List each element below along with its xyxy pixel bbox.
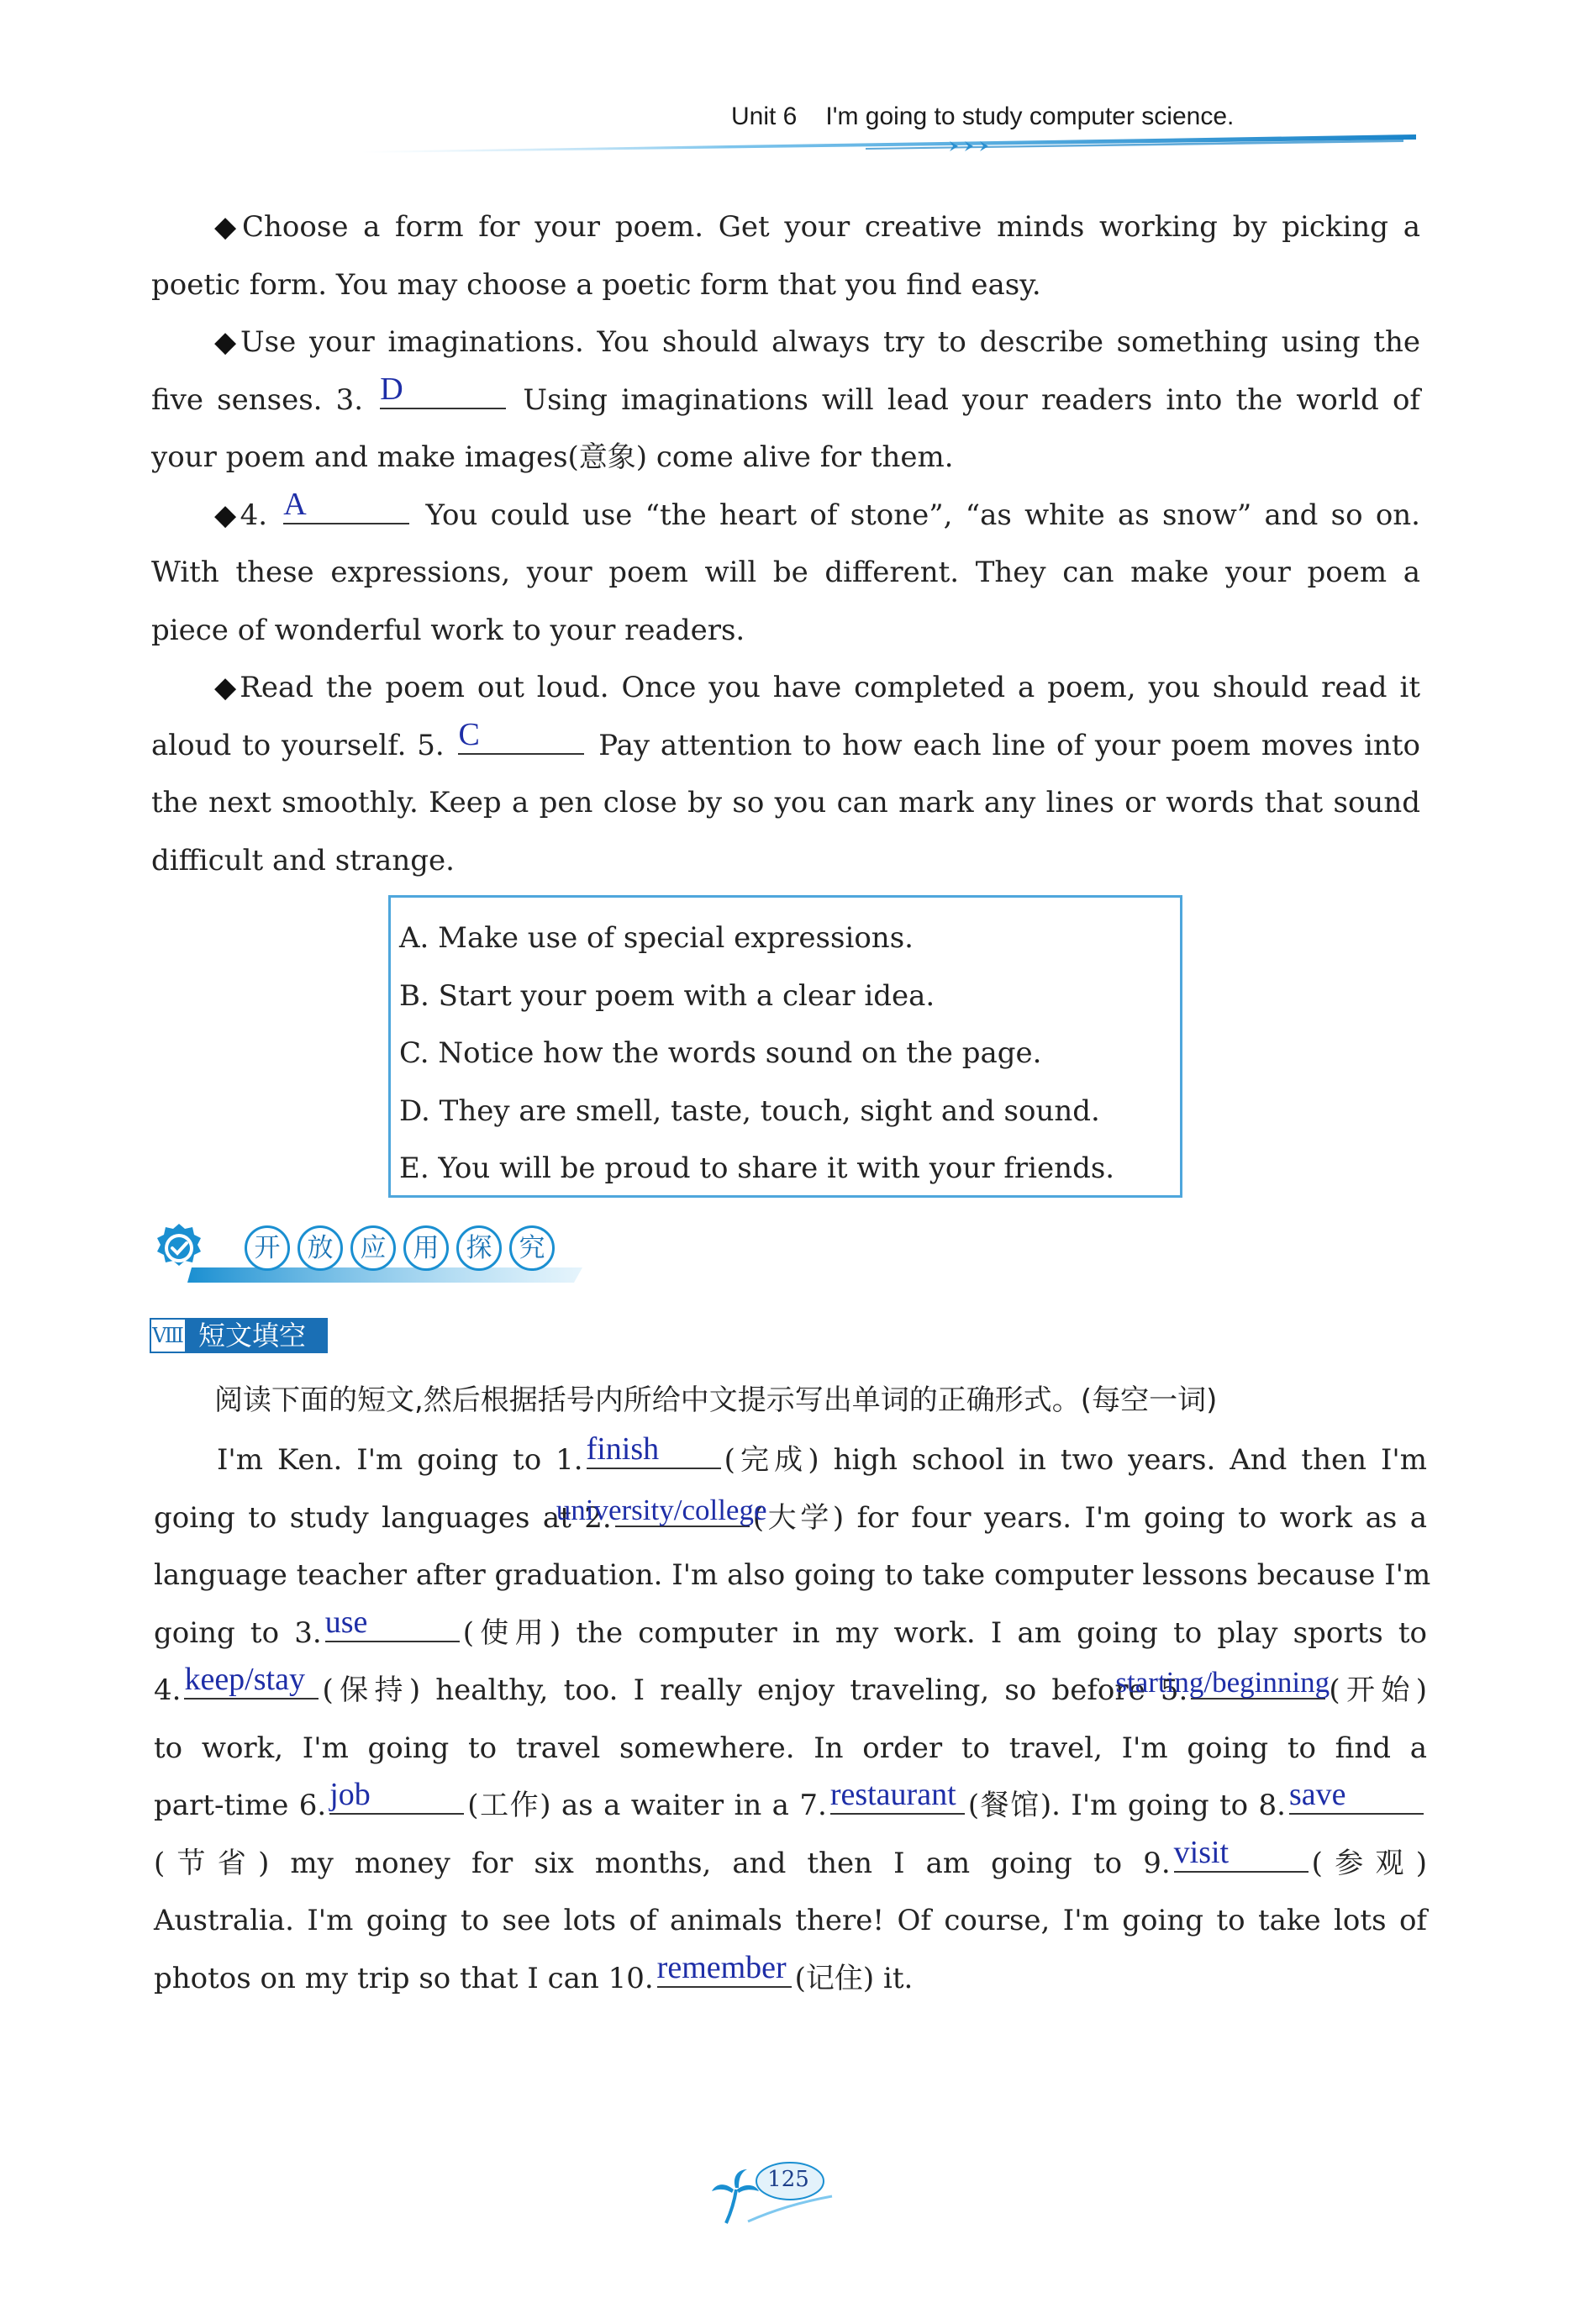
answer-3-cloze: use xyxy=(324,1604,368,1640)
blank-9[interactable] xyxy=(1173,1834,1309,1873)
paragraph-2-line-2: five senses. 3. D Using imaginations will lead your readers into the world of xyxy=(151,371,1421,417)
banner-char-1: 开 xyxy=(245,1225,290,1271)
cloze-instruction: 阅读下面的短文,然后根据括号内所给中文提示写出单词的正确形式。(每空一词) xyxy=(214,1383,1218,1417)
answer-1: finish xyxy=(586,1431,660,1467)
page-number-decoration xyxy=(710,2147,853,2248)
blank-2[interactable] xyxy=(556,1493,767,1527)
answer-4-cloze: keep/stay xyxy=(184,1662,305,1697)
unit-label: Unit 6 xyxy=(731,103,798,130)
blank-1[interactable] xyxy=(586,1431,721,1469)
cloze-line-9: Australia. I'm going to see lots of animals there! Of course, I'm going to take lots of xyxy=(154,1904,1427,1937)
check-badge-icon xyxy=(157,1224,201,1266)
paragraph-3-line-1: ◆4. A You could use “the heart of stone”, “as white as snow” and so on. xyxy=(214,486,1420,532)
blank-4-cloze[interactable] xyxy=(184,1662,319,1700)
diamond-bullet-icon: ◆ xyxy=(214,325,241,359)
banner-char-6: 究 xyxy=(509,1225,555,1271)
page-header-title xyxy=(731,103,1488,131)
cloze-line-5: 4. keep/stay (保持) healthy, too. I really enjoy traveling, so before 5. starting/beginning (开始) xyxy=(154,1662,1428,1707)
options-box xyxy=(388,895,1182,1198)
unit-title: I'm going to study computer science. xyxy=(825,103,1235,130)
blank-5-cloze[interactable] xyxy=(1115,1666,1330,1700)
paragraph-4-line-2: aloud to yourself. 5. C Pay attention to how each line of your poem moves into xyxy=(151,716,1421,762)
answer-4: A xyxy=(283,486,307,522)
cloze-passage xyxy=(154,1431,1431,2007)
answer-5-cloze: starting/beginning xyxy=(1115,1666,1330,1699)
diamond-bullet-icon: ◆ xyxy=(214,671,240,704)
paragraph-1-line-2: poetic form. You may choose a poetic form that you find easy. xyxy=(151,267,1041,302)
palm-tree-icon xyxy=(712,2169,759,2223)
banner-char-2: 放 xyxy=(298,1225,343,1271)
blank-3[interactable] xyxy=(380,371,506,409)
diamond-bullet-icon: ◆ xyxy=(214,498,240,532)
blank-4[interactable] xyxy=(283,486,409,524)
option-d: D. They are smell, taste, touch, sight and sound. xyxy=(399,1093,1100,1128)
answer-9: visit xyxy=(1173,1834,1230,1870)
banner-char-5: 探 xyxy=(456,1225,502,1271)
blank-5[interactable] xyxy=(458,716,584,755)
paragraph-2-line-3: your poem and make images(意象) come alive for them. xyxy=(151,440,954,474)
cloze-line-6: to work, I'm going to travel somewhere. In order to travel, I'm going to find a xyxy=(154,1731,1427,1765)
subsection-tag xyxy=(150,1318,328,1353)
paragraph-4-line-3: the next smoothly. Keep a pen close by so you can mark any lines or words that sound xyxy=(151,786,1420,819)
blank-8[interactable] xyxy=(1289,1777,1424,1815)
cloze-line-7: part-time 6. job (工作) as a waiter in a 7. restaurant (餐馆). I'm going to 8. save xyxy=(154,1777,1427,1835)
answer-8: save xyxy=(1289,1777,1346,1812)
subsection-number: Ⅷ xyxy=(150,1318,187,1353)
option-c: C. Notice how the words sound on the page. xyxy=(399,1036,1042,1070)
paragraph-4-line-4: difficult and strange. xyxy=(151,843,455,877)
subsection-label: 短文填空 xyxy=(187,1318,328,1353)
blank-10[interactable] xyxy=(656,1949,792,1988)
blank-7[interactable] xyxy=(829,1777,965,1815)
answer-7: restaurant xyxy=(829,1777,956,1812)
cloze-line-10: photos on my trip so that I can 10. remember (记住) it. xyxy=(154,1949,914,1995)
blank-6[interactable] xyxy=(329,1777,464,1815)
paragraph-2-line-1: ◆Use your imaginations. You should always try to describe something using the xyxy=(214,325,1420,359)
paragraph-4-line-1: ◆Read the poem out loud. Once you have completed a poem, you should read it xyxy=(214,671,1420,704)
cloze-line-2: going to study languages at 2. university/college (大学) for four years. I'm going to work as a xyxy=(154,1493,1427,1535)
paragraph-3-line-2: With these expressions, your poem will be different. They can make your poem a xyxy=(151,556,1420,589)
diamond-bullet-icon: ◆ xyxy=(214,210,243,244)
paragraph-1-line-1: ◆Choose a form for your poem. Get your creative minds working by picking a xyxy=(214,210,1420,244)
page-number: 125 xyxy=(767,2167,809,2192)
option-b: B. Start your poem with a clear idea. xyxy=(399,978,935,1013)
option-a: A. Make use of special expressions. xyxy=(399,921,914,955)
blank-3-cloze[interactable] xyxy=(324,1604,460,1642)
answer-3: D xyxy=(380,371,403,407)
cloze-line-8: (节省) my money for six months, and then I am going to 9. visit (参观) xyxy=(154,1834,1427,1880)
answer-5: C xyxy=(458,716,480,752)
banner-char-4: 用 xyxy=(403,1225,449,1271)
answer-6: job xyxy=(329,1777,371,1812)
cloze-line-1: I'm Ken. I'm going to 1. finish (完成) high school in two years. And then I'm xyxy=(217,1431,1427,1477)
paragraph-3-line-3: piece of wonderful work to your readers. xyxy=(151,613,745,647)
option-e: E. You will be proud to share it with your friends. xyxy=(399,1151,1115,1185)
cloze-line-4: going to 3. use (使用) the computer in my work. I am going to play sports to xyxy=(154,1604,1428,1650)
answer-2: university/college xyxy=(556,1493,767,1526)
header-decorative-line xyxy=(361,133,1420,158)
answer-10: remember xyxy=(656,1949,787,1985)
cloze-line-3: language teacher after graduation. I'm also going to take computer lessons because I'm xyxy=(154,1558,1431,1592)
reading-passage xyxy=(151,198,1420,889)
banner-char-3: 应 xyxy=(350,1225,396,1271)
